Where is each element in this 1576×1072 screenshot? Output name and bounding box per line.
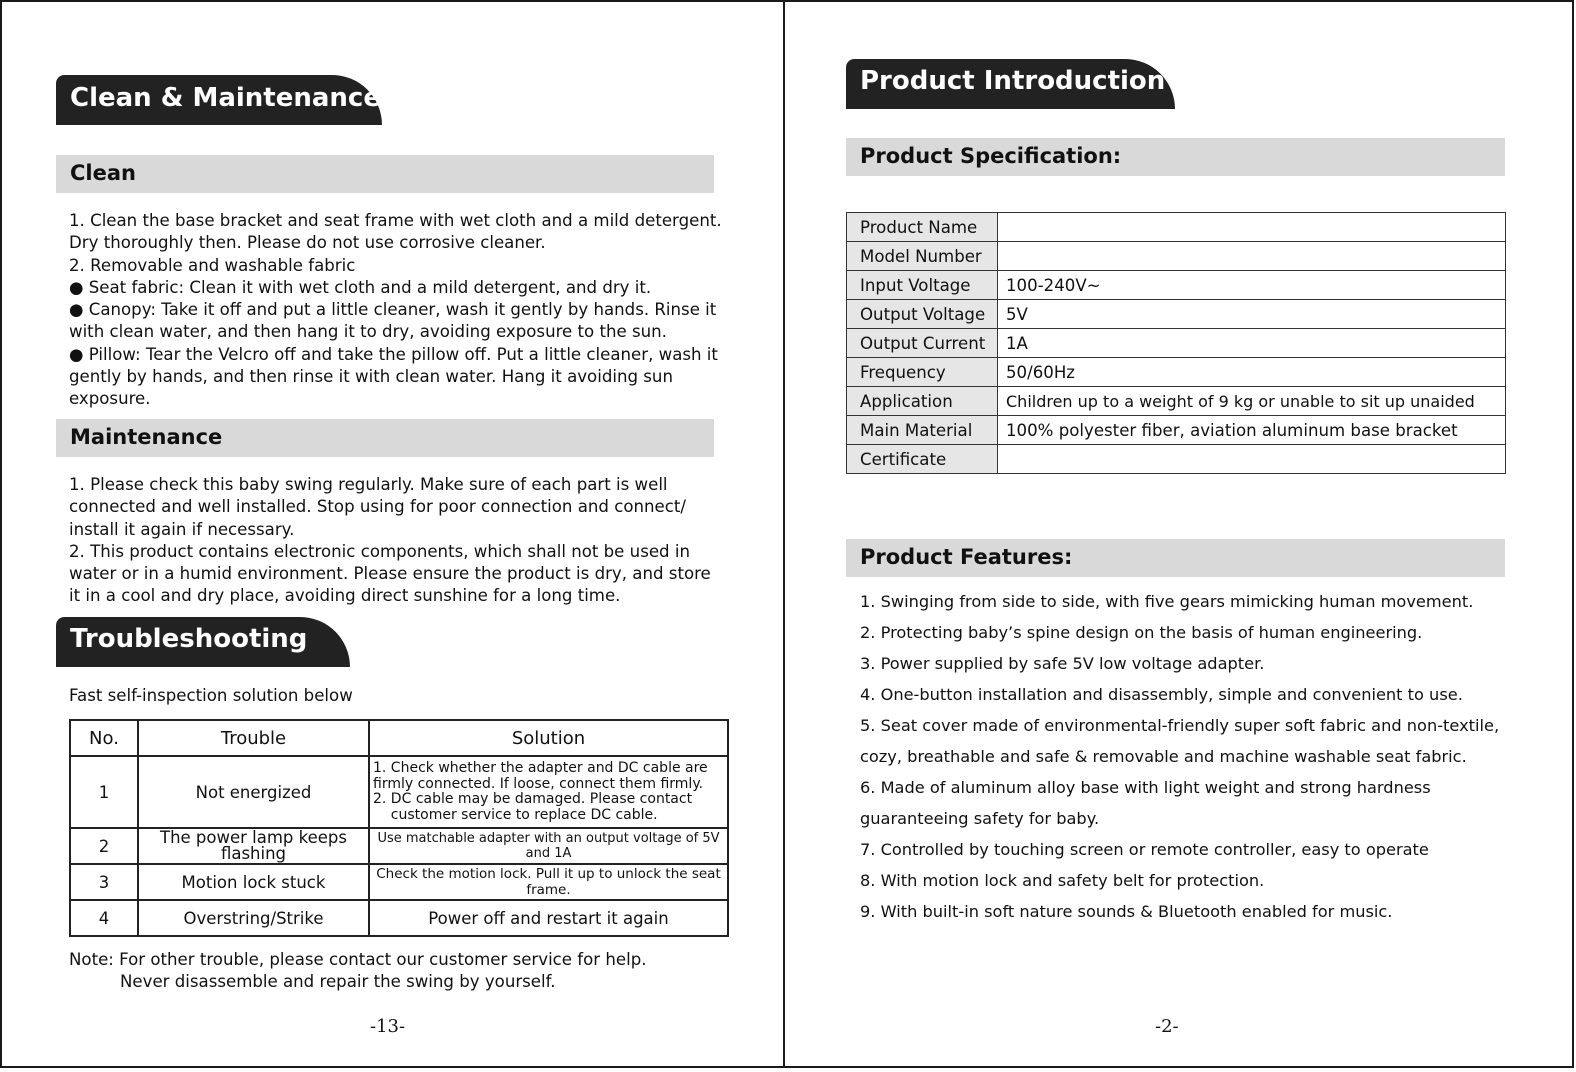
spec-label: Application bbox=[847, 387, 998, 416]
row-solution: Use matchable adapter with an output voltage of 5V and 1A bbox=[369, 828, 728, 864]
spec-row bbox=[847, 387, 1506, 416]
spec-row bbox=[847, 329, 1506, 358]
left-page bbox=[0, 0, 785, 1068]
row-solution: Power off and restart it again bbox=[369, 900, 728, 936]
maintenance-line: water or in a humid environment. Please ensure the product is dry, and store bbox=[69, 564, 711, 584]
spec-row bbox=[847, 416, 1506, 445]
table-row bbox=[70, 828, 728, 864]
clean-line: gently by hands, and then rinse it with clean water. Hang it avoiding sun bbox=[69, 367, 673, 387]
solution-line: 2. DC cable may be damaged. Please contact bbox=[373, 791, 693, 807]
row-trouble: Overstring/Strike bbox=[138, 900, 369, 936]
right-page bbox=[783, 0, 1574, 1068]
page-number: -13- bbox=[370, 1016, 406, 1037]
spec-label: Input Voltage bbox=[847, 271, 998, 300]
trouble-line: The power lamp keeps bbox=[159, 828, 347, 847]
features-list bbox=[860, 586, 1499, 927]
feature-line: 2. Protecting baby’s spine design on the basis of human engineering. bbox=[860, 623, 1423, 642]
spec-label: Output Voltage bbox=[847, 300, 998, 329]
spec-row bbox=[847, 242, 1506, 271]
table-row bbox=[70, 900, 728, 936]
spec-value: 50/60Hz bbox=[998, 358, 1506, 387]
spec-value bbox=[998, 445, 1506, 474]
spec-row bbox=[847, 300, 1506, 329]
spec-row bbox=[847, 358, 1506, 387]
maintenance-line: install it again if necessary. bbox=[69, 519, 295, 539]
clean-text bbox=[69, 210, 722, 411]
specification-table bbox=[846, 212, 1506, 474]
troubleshooting-table bbox=[69, 719, 729, 937]
feature-line: 9. With built-in soft nature sounds & Bluetooth enabled for music. bbox=[860, 902, 1393, 921]
clean-line: ● Seat fabric: Clean it with wet cloth and a mild detergent, and dry it. bbox=[69, 277, 652, 297]
feature-line: 5. Seat cover made of environmental-friendly super soft fabric and non-textile, bbox=[860, 716, 1500, 735]
feature-line: cozy, breathable and safe & removable and machine washable seat fabric. bbox=[860, 747, 1467, 766]
row-trouble: Not energized bbox=[138, 756, 369, 828]
feature-line: 8. With motion lock and safety belt for protection. bbox=[860, 871, 1265, 890]
solution-line: customer service to replace DC cable. bbox=[373, 806, 658, 823]
feature-line: 4. One-button installation and disassembly, simple and convenient to use. bbox=[860, 685, 1463, 704]
table-header-row bbox=[70, 720, 728, 756]
row-solution bbox=[369, 756, 728, 828]
spec-value: Children up to a weight of 9 kg or unable to sit up unaided bbox=[998, 387, 1506, 416]
header-no: No. bbox=[70, 720, 138, 756]
product-features-heading: Product Features: bbox=[846, 539, 1505, 577]
clean-maintenance-title: Clean & Maintenance bbox=[56, 75, 382, 125]
spec-value: 100-240V~ bbox=[998, 271, 1506, 300]
clean-line: exposure. bbox=[69, 389, 151, 409]
header-solution: Solution bbox=[369, 720, 728, 756]
clean-line: 1. Clean the base bracket and seat frame with wet cloth and a mild detergent. bbox=[69, 211, 722, 230]
maintenance-line: it in a cool and dry place, avoiding direct sunshine for a long time. bbox=[69, 586, 621, 606]
clean-line: ● Pillow: Tear the Velcro off and take the pillow off. Put a little cleaner, wash it bbox=[69, 344, 718, 364]
maintenance-line: 2. This product contains electronic components, which shall not be used in bbox=[69, 541, 690, 561]
product-specification-heading: Product Specification: bbox=[846, 138, 1505, 176]
clean-line: with clean water, and then hang it to dry, avoiding exposure to the sun. bbox=[69, 322, 667, 342]
clean-line: 2. Removable and washable fabric bbox=[69, 255, 356, 275]
spec-label: Output Current bbox=[847, 329, 998, 358]
note-line: Never disassemble and repair the swing by yourself. bbox=[120, 972, 556, 992]
maintenance-heading: Maintenance bbox=[56, 419, 714, 457]
spec-row bbox=[847, 213, 1506, 242]
maintenance-text bbox=[69, 474, 711, 608]
maintenance-line: 1. Please check this baby swing regularly. Make sure of each part is well bbox=[69, 475, 668, 494]
feature-line: 1. Swinging from side to side, with five gears mimicking human movement. bbox=[860, 592, 1474, 611]
clean-line: Dry thoroughly then. Please do not use corrosive cleaner. bbox=[69, 233, 546, 253]
feature-line: guaranteeing safety for baby. bbox=[860, 809, 1100, 828]
clean-heading: Clean bbox=[56, 155, 714, 193]
spec-label: Model Number bbox=[847, 242, 998, 271]
clean-line: ● Canopy: Take it off and put a little cleaner, wash it gently by hands. Rinse it bbox=[69, 300, 717, 320]
row-trouble bbox=[138, 828, 369, 864]
table-row bbox=[70, 756, 728, 828]
spec-label: Product Name bbox=[847, 213, 998, 242]
product-introduction-title: Product Introduction bbox=[846, 59, 1175, 109]
feature-line: 3. Power supplied by safe 5V low voltage adapter. bbox=[860, 654, 1265, 673]
spec-value bbox=[998, 213, 1506, 242]
spec-label: Frequency bbox=[847, 358, 998, 387]
feature-line: 7. Controlled by touching screen or remote controller, easy to operate bbox=[860, 840, 1429, 859]
page-number: -2- bbox=[1155, 1016, 1179, 1037]
feature-line: 6. Made of aluminum alloy base with light weight and strong hardness bbox=[860, 778, 1431, 797]
row-no: 1 bbox=[70, 756, 138, 828]
row-no: 4 bbox=[70, 900, 138, 936]
header-trouble: Trouble bbox=[138, 720, 369, 756]
spec-value: 100% polyester fiber, aviation aluminum base bracket bbox=[998, 416, 1506, 445]
troubleshooting-title: Troubleshooting bbox=[56, 617, 350, 667]
table-row bbox=[70, 864, 728, 900]
trouble-line: flashing bbox=[220, 844, 287, 863]
troubleshooting-intro: Fast self-inspection solution below bbox=[69, 686, 353, 705]
maintenance-line: connected and well installed. Stop using for poor connection and connect/ bbox=[69, 497, 686, 517]
spec-row bbox=[847, 271, 1506, 300]
spec-label: Certificate bbox=[847, 445, 998, 474]
solution-line: 1. Check whether the adapter and DC cable are bbox=[373, 760, 708, 776]
spec-value bbox=[998, 242, 1506, 271]
row-no: 2 bbox=[70, 828, 138, 864]
spec-value: 5V bbox=[998, 300, 1506, 329]
spec-label: Main Material bbox=[847, 416, 998, 445]
row-no: 3 bbox=[70, 864, 138, 900]
row-trouble: Motion lock stuck bbox=[138, 864, 369, 900]
troubleshooting-note bbox=[69, 949, 647, 994]
solution-line: firmly connected. If loose, connect them firmly. bbox=[373, 775, 704, 792]
note-line: Note: For other trouble, please contact our customer service for help. bbox=[69, 950, 647, 969]
row-solution: Check the motion lock. Pull it up to unlock the seat frame. bbox=[369, 864, 728, 900]
spec-row bbox=[847, 445, 1506, 474]
spec-value: 1A bbox=[998, 329, 1506, 358]
